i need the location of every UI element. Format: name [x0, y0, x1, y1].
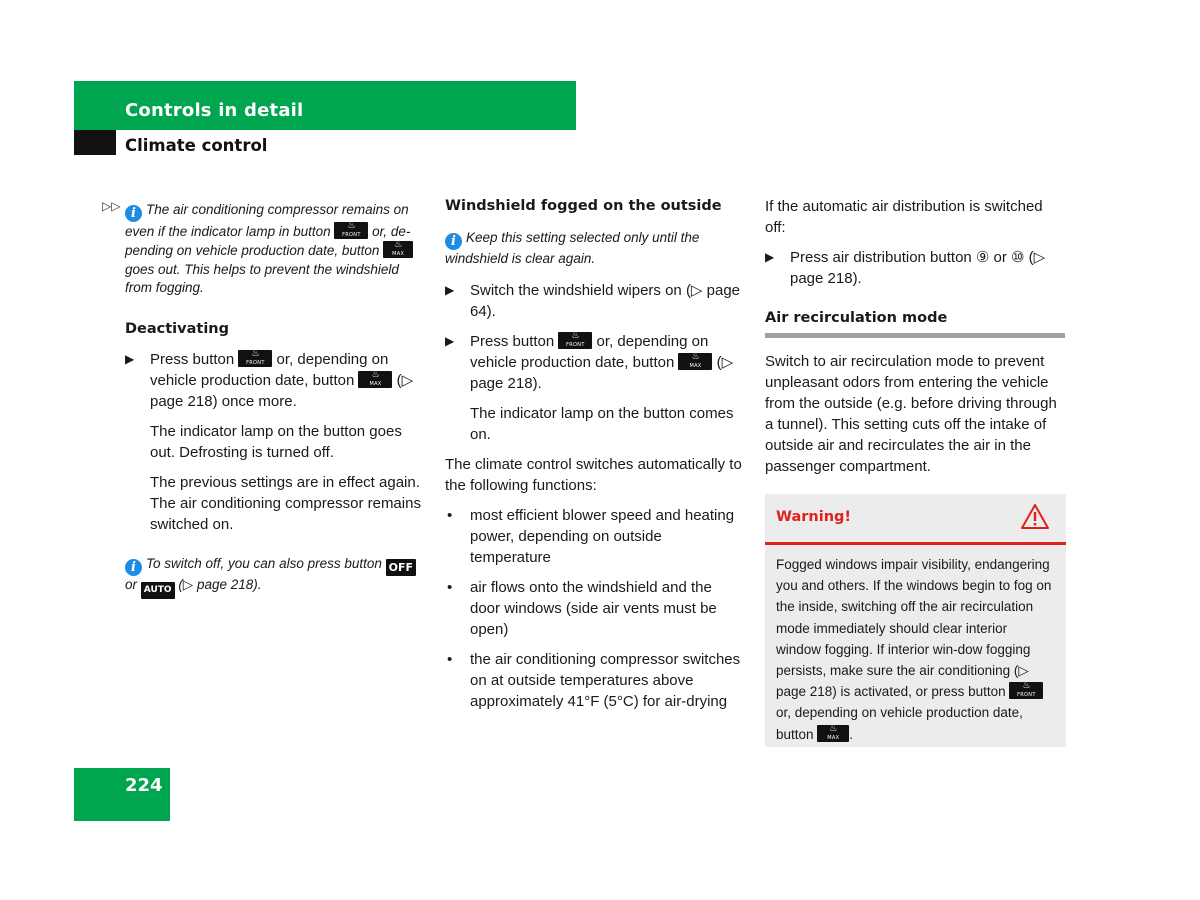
subsection-title: Climate control: [125, 136, 268, 155]
air-recirculation-text: Switch to air recirculation mode to prevent unpleasant odors from entering the vehicle from the outside (e.g. before driving through a tunnel). This setting cuts off the intake of outside air and recirculates the air in the passenger compartment.: [765, 353, 1057, 475]
warning-body: [765, 545, 1066, 745]
warning-box: [765, 494, 1066, 747]
bullet-arrow-icon: ▶: [445, 334, 455, 349]
auto-button-icon: AUTO: [141, 582, 175, 599]
step-text: Press button: [150, 351, 239, 369]
bullet-arrow-icon: ▶: [765, 250, 775, 264]
warning-text: .: [849, 726, 854, 742]
column-3: [765, 196, 1065, 477]
heading-rule: [765, 333, 1065, 338]
info-icon: i: [125, 205, 142, 222]
warning-text: Fogged windows impair visibility, endangering you and others. If the windows begin to fog on the inside, switching off the air recirculation mode immediately should clear interior window fogging. If interior win-dow fogging persists, make sure the air conditioning (▷ page 218) is activated, or press button: [776, 557, 1052, 700]
note-text: Keep this setting selected only until the windshield is clear again.: [445, 230, 700, 266]
defrost-front-button-icon: ♨ FRONT: [1009, 682, 1043, 699]
step-text: Press button: [470, 333, 559, 351]
list-item-text: air flows onto the windshield and the door windows (side air vents must be open): [470, 579, 717, 639]
info-note-switch-off: [125, 555, 425, 599]
defrost-front-button-icon: ♨ FRONT: [334, 222, 368, 239]
list-item: [445, 649, 745, 712]
step-text: or, depending on vehicle production date, button: [470, 333, 709, 372]
defrost-max-button-icon: ♨ MAX: [817, 725, 849, 742]
defrost-front-button-icon: ♨ FRONT: [238, 350, 272, 367]
step-press-button: [445, 331, 745, 394]
step-text: (▷ page 218) once more.: [150, 372, 414, 411]
note-text: or: [125, 577, 141, 593]
warning-header: [765, 494, 1066, 545]
functions-intro: The climate control switches automatically to the following functions:: [445, 456, 742, 495]
bullet-arrow-icon: ▶: [445, 283, 455, 298]
info-icon: i: [125, 559, 142, 576]
defrost-max-button-icon: ♨ MAX: [678, 353, 712, 370]
info-note-keep-setting: [445, 229, 745, 268]
page-number: 224: [125, 775, 163, 796]
column-1: [125, 196, 425, 599]
warning-title: Warning!: [776, 509, 852, 525]
note-text: or, de-pending on vehicle production date, button: [125, 224, 411, 259]
note-text: The air conditioning compressor remains on even if the indicator lamp in button: [125, 202, 409, 239]
note-text: (▷ page 218).: [174, 577, 262, 593]
step-press-button: [125, 349, 425, 412]
list-item-text: the air conditioning compressor switches on at outside temperatures above approximately 41°F (5°C) for air-drying: [470, 651, 741, 711]
list-item: [445, 505, 745, 568]
warning-triangle-icon: [1020, 503, 1050, 530]
info-icon: i: [445, 233, 462, 250]
list-item-text: most efficient blower speed and heating power, depending on outside temperature: [470, 507, 735, 567]
bullet-dot: •: [447, 651, 453, 669]
air-recirculation-heading: Air recirculation mode: [765, 310, 948, 326]
deactivating-heading: Deactivating: [125, 321, 229, 338]
section-tab-marker: [74, 130, 116, 155]
list-item: [445, 577, 745, 640]
defrost-max-button-icon: ♨ MAX: [383, 241, 413, 258]
bullet-dot: •: [447, 507, 453, 525]
warning-text: or, depending on vehicle production date, button: [776, 705, 1023, 742]
step-text: Switch the windshield wipers on (▷ page 64).: [470, 282, 741, 321]
result-paragraph: The previous settings are in effect again. The air conditioning compressor remains switched on.: [150, 474, 421, 534]
step-air-distribution: [765, 247, 1065, 289]
defrost-front-button-icon: ♨ FRONT: [558, 332, 592, 349]
note-text: goes out. This helps to prevent the windshield from fogging.: [125, 261, 399, 295]
step-wipers: [445, 280, 745, 322]
defrost-max-button-icon: ♨ MAX: [358, 371, 392, 388]
bullet-dot: •: [447, 579, 453, 597]
windshield-outside-heading: Windshield fogged on the outside: [445, 198, 722, 214]
result-paragraph: The indicator lamp on the button comes on.: [470, 405, 734, 444]
info-note-compressor: [125, 201, 425, 297]
off-button-icon: OFF: [386, 559, 416, 576]
section-title: Controls in detail: [125, 100, 304, 121]
note-text: To switch off, you can also press button: [146, 556, 386, 572]
result-paragraph: The indicator lamp on the button goes out. Defrosting is turned off.: [150, 423, 402, 462]
air-distribution-intro: If the automatic air distribution is switched off:: [765, 198, 1043, 236]
bullet-arrow-icon: ▶: [125, 352, 135, 367]
step-text: (▷ page 218).: [470, 354, 734, 393]
step-text: or, depending on vehicle production date, button: [150, 351, 389, 390]
step-text: Press air distribution button ⑨ or ⑩ (▷ page 218).: [790, 249, 1046, 287]
continued-marker: ▷▷: [102, 199, 121, 213]
column-2: [445, 196, 745, 712]
